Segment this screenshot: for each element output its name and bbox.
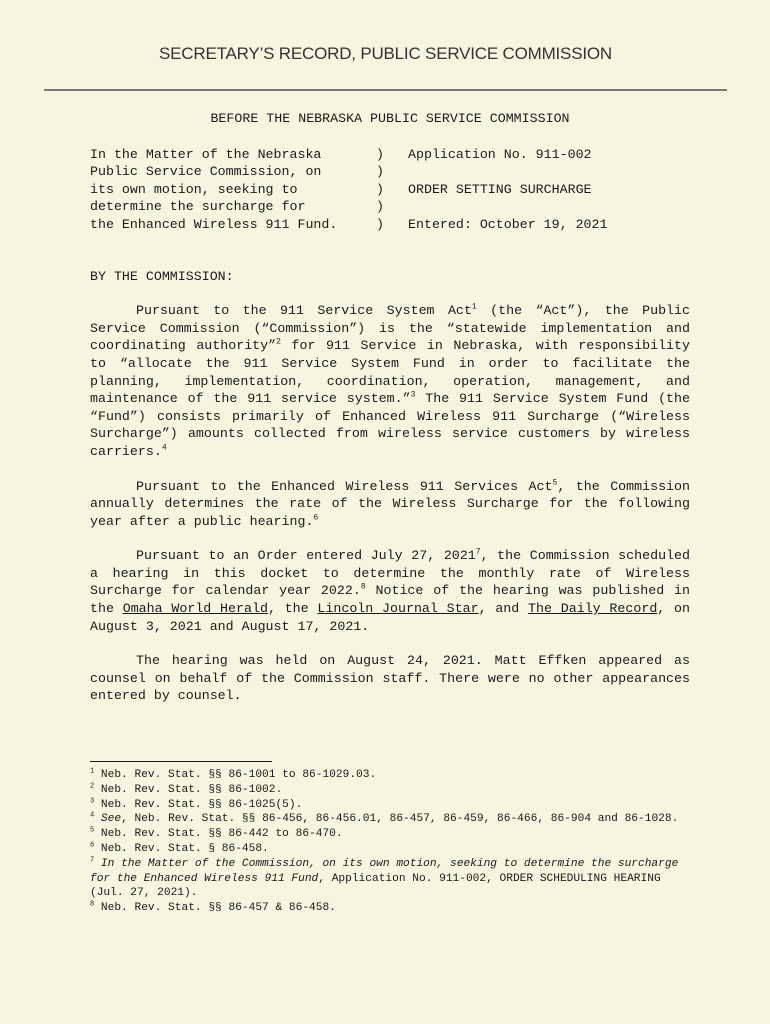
paragraph-2: Pursuant to the Enhanced Wireless 911 Services Act$^5$, the Commission annually determines the rate of the Wireless Surcharge for the following year after a public hearing.$^6$: [90, 478, 690, 529]
publication-name: Lincoln Journal Star: [317, 601, 479, 617]
header-divider: [44, 89, 727, 91]
footnote-ref: 8: [360, 583, 366, 593]
publication-name: Omaha World Herald: [122, 601, 268, 617]
footnote-1: $^1$ Neb. Rev. Stat. §§ 86-1001 to 86-1029.03.: [90, 767, 377, 781]
footnote-7: $^7$ In the Matter of the Commission, on its own motion, seeking to determine the surcharge for the Enhanced Wireless 911 Fund, Application No. 911-002, ORDER SCHEDULING HEARING (Jul. 27, 2021).: [90, 856, 679, 900]
footnote-2: $^2$ Neb. Rev. Stat. §§ 86-1002.: [90, 782, 283, 796]
application-number: Application No. 911-002: [408, 146, 592, 162]
footnotes: [90, 768, 690, 916]
footnote-ref: 7: [475, 547, 481, 557]
footnote-3: $^3$ Neb. Rev. Stat. §§ 86-1025(5).: [90, 796, 303, 811]
footnote-4: $^4$ See, Neb. Rev. Stat. §§ 86-456, 86-456.01, 86-457, 86-459, 86-466, 86-904 and 86-1028.: [90, 811, 679, 826]
caption-matter: In the Matter of the Nebraska Public Service Commission, on its own motion, seeking to determine the surcharge for the Enhanced Wireless 911 Fund.: [90, 146, 338, 232]
footnote-ref: 1: [471, 302, 477, 312]
footnote-ref: 6: [313, 513, 319, 523]
paragraph-1: Pursuant to the 911 Service System Act$^1$ (the “Act”), the Public Service Commission (“Commission”) is the “statewide implementation and coordinating authority”$^2$ for 911 Service in Nebraska, with responsibility to “allocate the 911 Service System Fund in order to facilitate the planning, implementation, coordination, operation, management, and maintenance of the 911 service system.”$^3$ The 911 Service System Fund (the “Fund”) consists primarily of Enhanced Wireless 911 Surcharge (“Wireless Surcharge”) amounts collected from wireless service customers by wireless carriers.$^4$: [90, 302, 690, 459]
caption-parens: ) ) ) ) ): [376, 146, 384, 232]
section-heading: BY THE COMMISSION:: [90, 268, 234, 284]
footnote-ref: 2: [276, 337, 281, 347]
paragraph-3: Pursuant to an Order entered July 27, 2021$^7$, the Commission scheduled a hearing in this docket to determine the monthly rate of Wireless Surcharge for calendar year 2022.$^8$ Notice of the hearing was published in the Omaha World Herald, the Lincoln Journal Star, and The Daily Record, on August 3, 2021 and August 17, 2021.: [90, 547, 691, 634]
entered-date: Entered: October 19, 2021: [408, 216, 608, 232]
footnote-5: $^5$ Neb. Rev. Stat. §§ 86-442 to 86-470.: [90, 826, 343, 841]
court-heading: BEFORE THE NEBRASKA PUBLIC SERVICE COMMISSION: [210, 111, 570, 126]
footnote-8: $^8$ Neb. Rev. Stat. §§ 86-457 & 86-458.: [90, 900, 336, 915]
footnote-ref: 4: [161, 443, 167, 453]
footnote-ref: 5: [552, 478, 558, 488]
caption-details: [408, 146, 690, 234]
publication-name: The Daily Record: [528, 601, 658, 617]
order-title: ORDER SETTING SURCHARGE: [408, 181, 592, 197]
footnote-ref: 3: [410, 390, 416, 400]
case-caption: [90, 146, 690, 234]
page-header: SECRETARY’S RECORD, PUBLIC SERVICE COMMISSION: [159, 44, 612, 63]
footnote-divider: [90, 761, 272, 762]
paragraph-4: The hearing was held on August 24, 2021. Matt Effken appeared as counsel on behalf of the Commission staff. There were no other appearances entered by counsel.: [90, 653, 690, 704]
document-body: [90, 110, 690, 705]
footnote-6: $^6$ Neb. Rev. Stat. § 86-458.: [90, 841, 269, 855]
